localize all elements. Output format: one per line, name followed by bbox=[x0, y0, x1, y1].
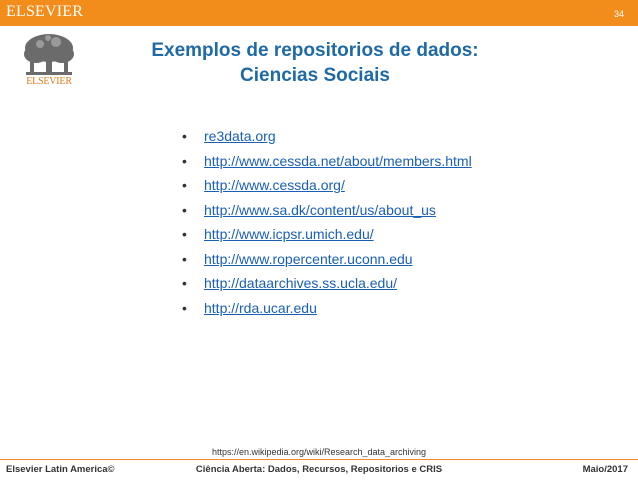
list-item bbox=[182, 198, 472, 223]
repository-link[interactable]: http://www.icpsr.umich.edu/ bbox=[204, 226, 374, 242]
repository-link[interactable]: http://www.ropercenter.uconn.edu bbox=[204, 250, 413, 267]
bullet-icon: • bbox=[182, 128, 187, 144]
source-citation: https://en.wikipedia.org/wiki/Research_data_archiving bbox=[211, 447, 427, 457]
bullet-icon: • bbox=[182, 152, 187, 169]
footer-bar bbox=[0, 459, 638, 480]
repository-link-list bbox=[182, 124, 472, 320]
list-item bbox=[182, 296, 472, 321]
bullet-icon: • bbox=[182, 250, 187, 267]
bullet-icon: • bbox=[182, 299, 187, 316]
repository-link[interactable]: http://www.sa.dk/content/us/about_us bbox=[204, 201, 436, 218]
repository-link[interactable]: re3data.org bbox=[204, 128, 276, 144]
header-logo-text: ELSEVIER bbox=[6, 3, 84, 20]
footer-left: Elsevier Latin America© bbox=[6, 464, 115, 475]
logo-text: ELSEVIER bbox=[26, 76, 72, 87]
bullet-icon: • bbox=[182, 226, 187, 242]
title-line-2: Ciencias Sociais bbox=[240, 65, 390, 86]
repository-link[interactable]: http://rda.ucar.edu bbox=[204, 299, 317, 316]
list-item bbox=[182, 247, 472, 272]
list-item bbox=[182, 271, 472, 296]
list-item bbox=[182, 173, 472, 198]
title-line-1: Exemplos de repositorios de dados: bbox=[151, 40, 479, 61]
repository-link[interactable]: http://www.cessda.org/ bbox=[204, 177, 345, 193]
bullet-icon: • bbox=[182, 177, 187, 193]
repository-link[interactable]: http://dataarchives.ss.ucla.edu/ bbox=[204, 275, 397, 291]
header-bar bbox=[0, 0, 638, 26]
repository-link[interactable]: http://www.cessda.net/about/members.html bbox=[204, 152, 472, 169]
bullet-icon: • bbox=[182, 201, 187, 218]
list-item bbox=[182, 124, 472, 149]
list-item bbox=[182, 149, 472, 174]
footer-center: Ciência Aberta: Dados, Recursos, Repositorios e CRIS bbox=[195, 464, 443, 475]
list-item bbox=[182, 222, 472, 247]
page-number: 34 bbox=[613, 9, 624, 19]
slide-title bbox=[100, 38, 530, 88]
footer-right: Maio/2017 bbox=[582, 464, 628, 475]
bullet-icon: • bbox=[182, 275, 187, 291]
